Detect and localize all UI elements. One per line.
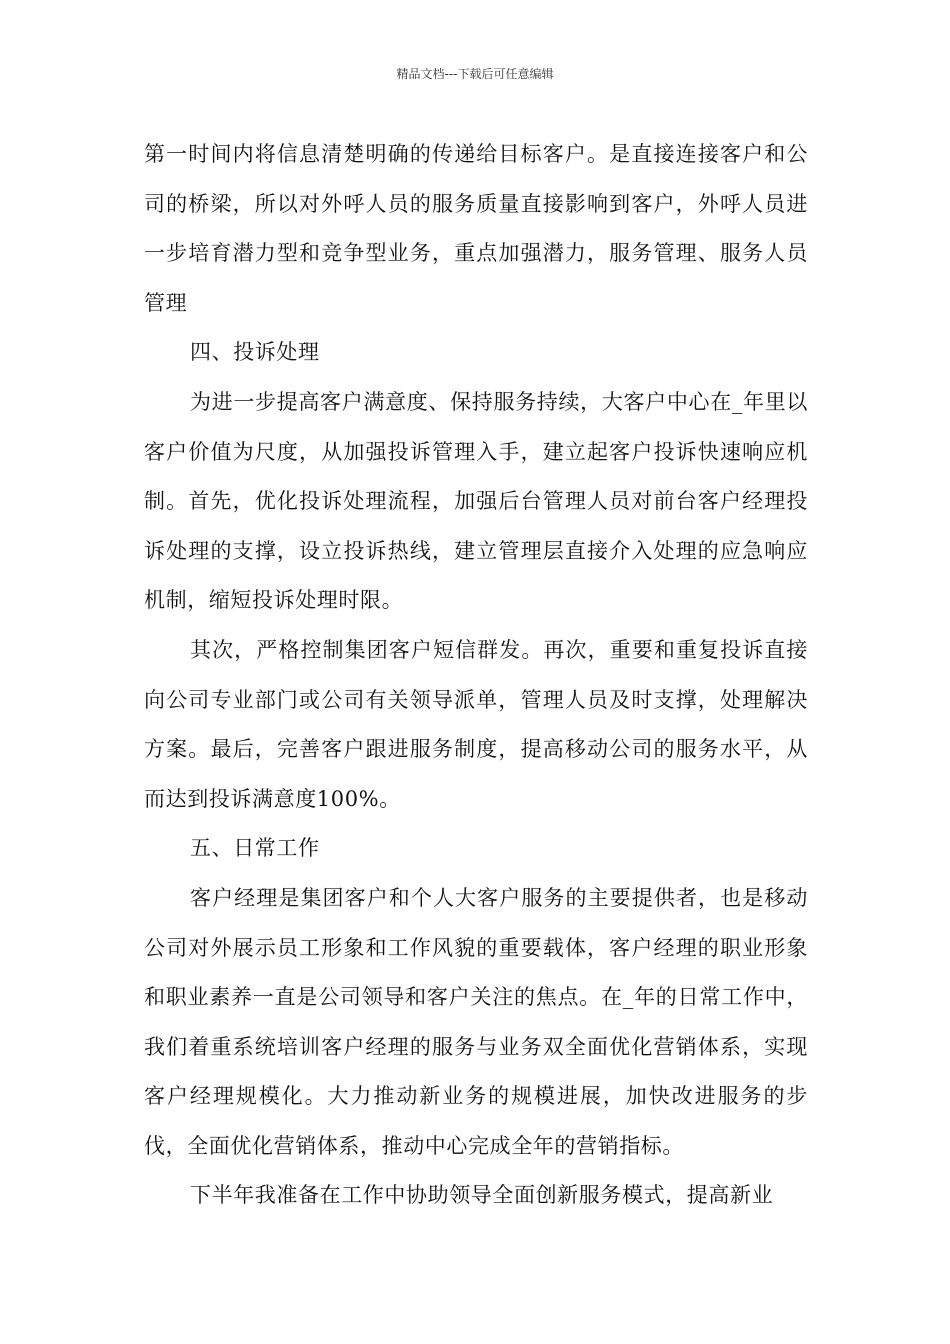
paragraph-continuation: 第一时间内将信息清楚明确的传递给目标客户。是直接连接客户和公司的桥梁，所以对外呼人员的服务质量直接影响到客户，外呼人员进一步培育潜力型和竞争型业务，重点加强潜力，服务管理、服务人员管理 [144, 142, 808, 315]
document-body [144, 130, 808, 1221]
paragraph-daily-work: 客户经理是集团客户和个人大客户服务的主要提供者，也是移动公司对外展示员工形象和工作风貌的重要载体，客户经理的职业形象和职业素养一直是公司领导和客户关注的焦点。在_年的日常工作中，我们着重系统培训客户经理的服务与业务双全面优化营销体系，实现客户经理规模化。大力推动新业务的规模进展，加快改进服务的步伐，全面优化营销体系，推动中心完成全年的营销指标。 [144, 885, 808, 1158]
section-heading-daily-work: 五、日常工作 [190, 836, 320, 861]
paragraph-second-half-plan: 下半年我准备在工作中协助领导全面创新服务模式，提高新业 [190, 1183, 774, 1208]
paragraph-complaint-mechanism: 为进一步提高客户满意度、保持服务持续，大客户中心在_年里以客户价值为尺度，从加强投诉管理入手，建立起客户投诉快速响应机制。首先，优化投诉处理流程，加强后台管理人员对前台客户经理投诉处理的支撑，设立投诉热线，建立管理层直接介入处理的应急响应机制，缩短投诉处理时限。 [144, 389, 808, 613]
paragraph-complaint-followup: 其次，严格控制集团客户短信群发。再次，重要和重复投诉直接向公司专业部门或公司有关领导派单，管理人员及时支撑，处理解决方案。最后，完善客户跟进服务制度，提高移动公司的服务水平，从而达到投诉满意度100%。 [144, 637, 808, 811]
page-header: 精品文档---下载后可任意编辑 [396, 67, 554, 81]
section-heading-complaint-handling: 四、投诉处理 [190, 340, 320, 365]
